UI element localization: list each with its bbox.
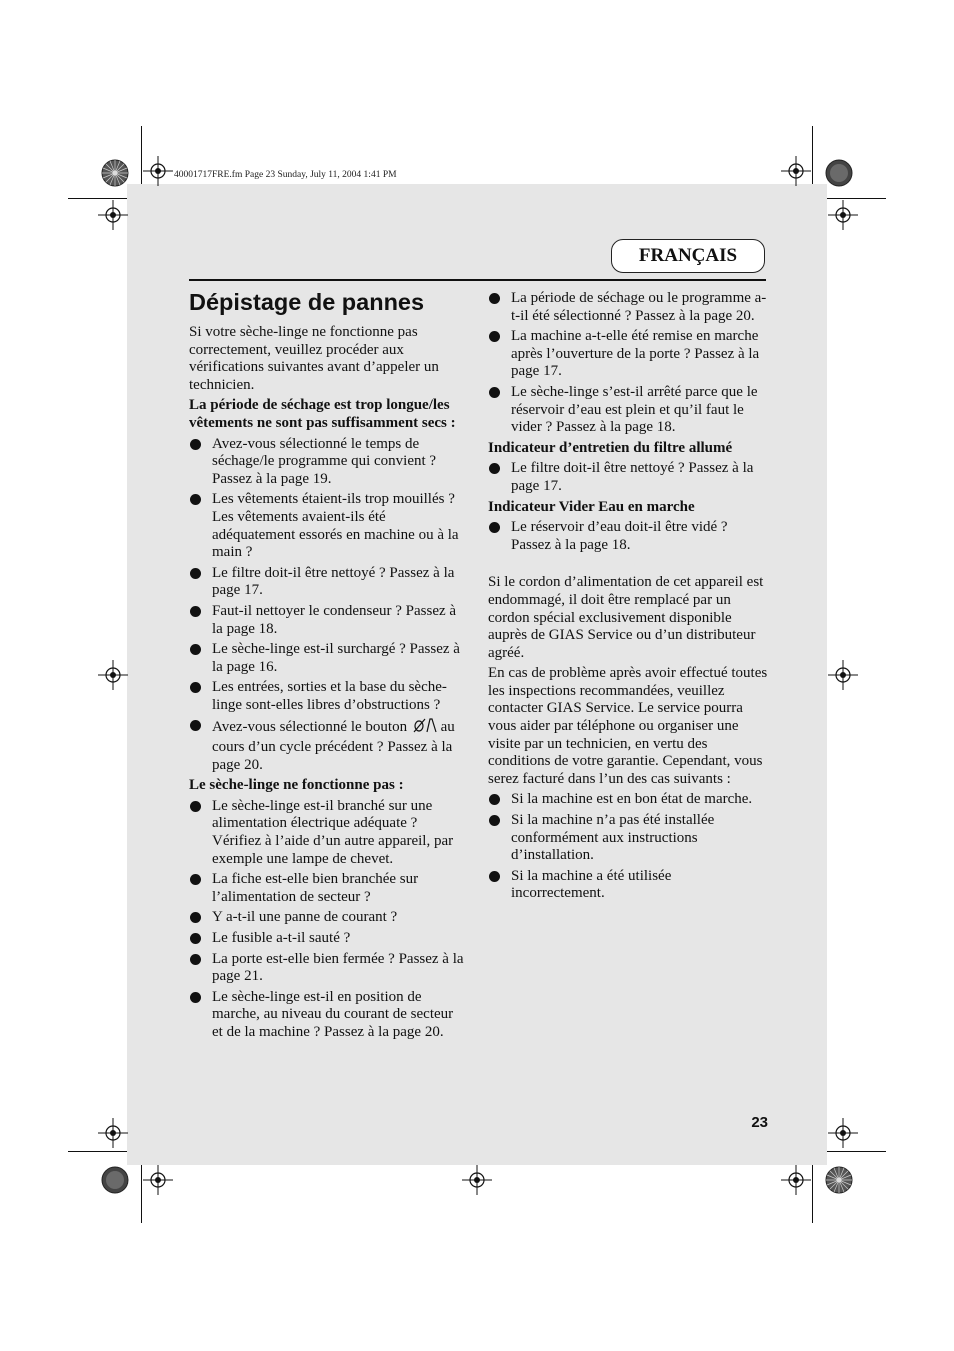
list-item: Le sèche-linge est-il en position de marche, au niveau du courant de secteur et de la machine ? Passez à la page 20.	[189, 989, 465, 1042]
list-item: Si la machine est en bon état de marche.	[488, 791, 768, 809]
list-item: La période de séchage ou le programme a-t-il été sélectionné ? Passez à la page 20.	[488, 290, 768, 325]
list-item: Si la machine a été utilisée incorrectement.	[488, 868, 768, 903]
right-column	[488, 290, 768, 906]
list-item: La fiche est-elle bien branchée sur l’alimentation de secteur ?	[189, 871, 465, 906]
language-label: FRANÇAIS	[611, 239, 765, 273]
intro-paragraph: Si votre sèche-linge ne fonctionne pas correctement, veuillez procéder aux vérifications suivantes avant d’appeler un technicien.	[189, 324, 439, 393]
bullet-icon	[489, 522, 500, 533]
bullet-icon	[489, 463, 500, 474]
power-cord-paragraph: Si le cordon d’alimentation de cet appareil est endommagé, il doit être remplacé par un cordon spécial exclusivement disponible auprès de GIAS Service ou d’un distributeur agréé.	[488, 574, 764, 661]
bullet-icon	[190, 954, 201, 965]
registration-mark-icon	[98, 660, 128, 690]
list-item: Les vêtements étaient-ils trop mouillés ? Les vêtements avaient-ils été adéquatement essorés en machine ou à la main ?	[189, 491, 465, 561]
color-target-icon	[101, 159, 129, 187]
list-item: Le réservoir d’eau doit-il être vidé ? Passez à la page 18.	[488, 519, 768, 554]
list-item: Si la machine n’a pas été installée conformément aux instructions d’installation.	[488, 812, 768, 865]
header-rule	[189, 279, 766, 281]
list-item: La porte est-elle bien fermée ? Passez à la page 21.	[189, 951, 465, 986]
list-item: Le sèche-linge s’est-il arrêté parce que le réservoir d’eau est plein et qu’il faut le vider ? Passez à la page 18.	[488, 384, 768, 437]
bullet-icon	[190, 439, 201, 450]
bullet-icon	[190, 720, 201, 731]
registration-mark-icon	[781, 1165, 811, 1195]
bullet-icon	[489, 794, 500, 805]
bullet-icon	[489, 331, 500, 342]
drying-checklist	[189, 436, 465, 775]
list-item: Faut-il nettoyer le condenseur ? Passez à la page 18.	[189, 603, 465, 638]
list-item: Avez-vous sélectionné le temps de séchage/le programme qui convient ? Passez à la page 19.	[189, 436, 465, 489]
section-heading-drying-time: La période de séchage est trop longue/les vêtements ne sont pas suffisamment secs :	[189, 397, 456, 431]
file-info: 40001717FRE.fm Page 23 Sunday, July 11, 2004 1:41 PM	[174, 170, 397, 180]
bullet-icon	[190, 568, 201, 579]
color-target-icon	[101, 1166, 129, 1194]
registration-mark-icon	[781, 156, 811, 186]
charge-conditions-list	[488, 791, 768, 903]
crop-mark	[68, 198, 127, 199]
list-item: Le sèche-linge est-il surchargé ? Passez à la page 16.	[189, 641, 465, 676]
filter-checklist	[488, 460, 768, 495]
registration-mark-icon	[828, 200, 858, 230]
bullet-icon	[489, 815, 500, 826]
list-item: Le filtre doit-il être nettoyé ? Passez à la page 17.	[189, 565, 465, 600]
registration-mark-icon	[98, 1118, 128, 1148]
bullet-icon	[489, 387, 500, 398]
program-checklist	[488, 290, 768, 437]
bullet-icon	[190, 933, 201, 944]
crop-mark	[68, 1151, 127, 1152]
crop-mark	[812, 1165, 813, 1223]
registration-mark-icon	[462, 1165, 492, 1195]
bullet-icon	[190, 992, 201, 1003]
list-item: Avez-vous sélectionné le bouton au cours d’un cycle précédent ? Passez à la page 20.	[189, 717, 465, 774]
list-item: La machine a-t-elle été remise en marche après l’ouverture de la porte ? Passez à la page 17.	[488, 328, 768, 381]
registration-mark-icon	[828, 660, 858, 690]
bullet-icon	[190, 494, 201, 505]
bullet-icon	[190, 644, 201, 655]
bullet-icon	[190, 682, 201, 693]
bullet-icon	[190, 874, 201, 885]
list-item: Les entrées, sorties et la base du sèche-linge sont-elles libres d’obstructions ?	[189, 679, 465, 714]
crop-mark	[141, 1165, 142, 1223]
bullet-icon	[489, 293, 500, 304]
page-number: 23	[751, 1114, 768, 1131]
registration-mark-icon	[143, 1165, 173, 1195]
registration-mark-icon	[828, 1118, 858, 1148]
crop-mark	[827, 1151, 886, 1152]
list-item: Y a-t-il une panne de courant ?	[189, 909, 465, 927]
not-working-checklist	[189, 798, 465, 1042]
bullet-icon	[489, 871, 500, 882]
crease-guard-button-icon	[413, 717, 437, 739]
list-item: Le sèche-linge est-il branché sur une alimentation électrique adéquate ? Vérifiez à l’aide d’un autre appareil, par exemple une lampe de chevet.	[189, 798, 465, 868]
section-heading-not-working: Le sèche-linge ne fonctionne pas :	[189, 777, 404, 794]
crop-mark	[812, 126, 813, 184]
section-heading-water-indicator: Indicateur Vider Eau en marche	[488, 498, 695, 515]
left-column	[189, 288, 465, 1045]
service-paragraph: En cas de problème après avoir effectué toutes les inspections recommandées, veuillez contacter GIAS Service. Le service pourra vous aider par téléphone ou organiser une visite par un technicien, en vertu des conditions de votre garantie. Cependant, vous serez facturé dans l’un des cas suivants :	[488, 665, 768, 787]
registration-mark-icon	[98, 200, 128, 230]
crop-mark	[827, 198, 886, 199]
section-heading-filter-indicator: Indicateur d’entretien du filtre allumé	[488, 439, 733, 456]
list-item: Le filtre doit-il être nettoyé ? Passez à la page 17.	[488, 460, 768, 495]
bullet-icon	[190, 912, 201, 923]
color-target-icon	[825, 1166, 853, 1194]
registration-mark-icon	[143, 156, 173, 186]
color-target-icon	[825, 159, 853, 187]
crop-mark	[141, 126, 142, 184]
page-title: Dépistage de pannes	[189, 289, 425, 315]
water-checklist	[488, 519, 768, 554]
list-item: Le fusible a-t-il sauté ?	[189, 930, 465, 948]
spacer	[488, 557, 768, 574]
bullet-icon	[190, 801, 201, 812]
bullet-icon	[190, 606, 201, 617]
